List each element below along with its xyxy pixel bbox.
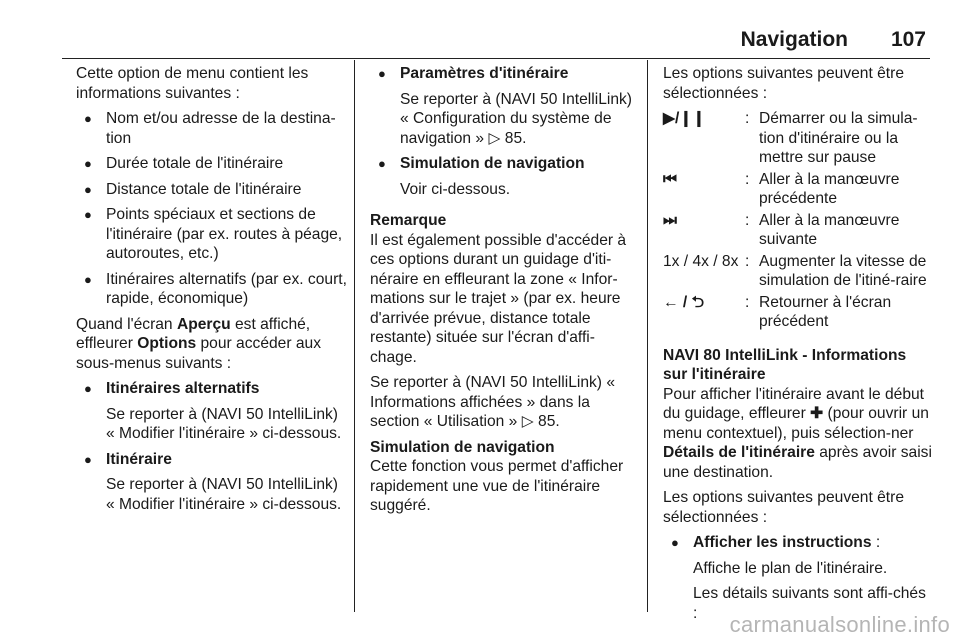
submenu-description: Affiche le plan de l'itinéraire. (693, 559, 888, 577)
submenu-description: Les détails suivants sont affi-chés : (693, 585, 926, 622)
submenu-title-simulation (370, 154, 636, 174)
page-number: 107 (890, 28, 926, 51)
remark-reference (370, 373, 636, 432)
submenu-description: Se reporter à (NAVI 50 IntelliLink) « Modifier l'itinéraire » ci-dessous. (106, 476, 342, 513)
submenu-description (400, 90, 636, 149)
control-row-previous (663, 170, 933, 209)
separator: : (745, 293, 750, 311)
submenu-title-itinerary (76, 450, 348, 470)
intro-text: Cette option de menu contient les informations suivantes : (76, 65, 309, 102)
apercu-text-pre: Quand l'écran (76, 315, 177, 333)
column-divider-right (647, 60, 648, 612)
separator: : (745, 110, 750, 127)
list-item: ● Itinéraires alternatifs (par ex. court, rapide, économique) (76, 270, 348, 309)
list-item: ● Durée totale de l'itinéraire (76, 154, 348, 174)
simulation-text: Cette fonction vous permet d'afficher rapidement une vue de l'itinéraire suggéré. (370, 458, 624, 514)
page-ref: 85. (504, 129, 527, 147)
list-item: ● Nom et/ou adresse de la destina-tion (76, 109, 348, 148)
submenu-title-text: Simulation de navigation (400, 155, 585, 172)
watermark: carmanualsonline.info (729, 612, 950, 637)
section-title-navi80: NAVI 80 IntelliLink - Informations sur l'itinéraire (663, 346, 907, 383)
colon: : (871, 534, 881, 551)
submenu-title-text: Itinéraires alternatifs (106, 380, 260, 397)
control-description: Démarrer ou la simula-tion d'itinéraire ou la mettre sur pause (759, 110, 918, 166)
skip-previous-icon: ⏮ (663, 170, 678, 188)
back-icon: ← / ⮌ (663, 293, 705, 311)
separator: : (745, 211, 750, 229)
section-text-post: après avoir saisi une destination. (663, 444, 932, 481)
submenu-title-route-params (370, 64, 636, 84)
submenu-title-text: Afficher les instructions (693, 534, 872, 551)
section-text-mid: (pour ouvrir un menu contextuel), puis sélection-ner (663, 405, 929, 442)
skip-next-icon: ⏭ (663, 211, 678, 229)
page-ref-icon: ▷ (521, 413, 534, 430)
submenu-description: Voir ci-dessous. (400, 180, 511, 198)
submenu-title-alternatives (76, 379, 348, 399)
submenu-description: Se reporter à (NAVI 50 IntelliLink) « Modifier l'itinéraire » ci-dessous. (106, 405, 342, 442)
plus-icon: ✚ (810, 405, 824, 422)
submenu-title-text: Paramètres d'itinéraire (400, 65, 569, 82)
remark-text: Il est également possible d'accéder à ces options durant un guidage d'iti-néraire en effleurant la zone « Infor-mations sur le trajet » (par ex. heure d'arrivée prévue, distance totale restante) située sur l'écran d'affi-chage. (370, 231, 627, 366)
options-intro: Les options suivantes peuvent être sélectionnées : (663, 65, 904, 102)
submenu-title-text: Itinéraire (106, 450, 172, 468)
control-description: Augmenter la vitesse de simulation de l'itiné-raire (759, 252, 927, 289)
control-row-next (663, 211, 933, 250)
options-label: Options (137, 335, 197, 352)
apercu-paragraph (76, 315, 348, 374)
control-description: Aller à la manœuvre suivante (759, 211, 900, 248)
page-ref: 85. (538, 413, 560, 430)
options-intro-2: Les options suivantes peuvent être sélectionnées : (663, 489, 904, 526)
page-ref-icon: ▷ (488, 129, 501, 147)
apercu-text-post: pour accéder aux sous-menus suivants : (76, 335, 321, 372)
column-2 (370, 64, 636, 522)
column-1 (76, 64, 348, 520)
control-description: Aller à la manœuvre précédente (759, 170, 900, 207)
section-text (663, 385, 933, 483)
control-description: Retourner à l'écran précédent (759, 293, 892, 330)
page-header (62, 24, 930, 59)
route-details-label: Détails de l'itinéraire (663, 444, 815, 461)
submenu-title-instructions (663, 533, 933, 553)
control-row-play-pause (663, 109, 933, 168)
separator: : (745, 252, 750, 270)
speed-label: 1x / 4x / 8x (663, 252, 739, 270)
list-item: ● Distance totale de l'itinéraire (76, 180, 348, 200)
column-3 (663, 64, 933, 629)
header-title: Navigation (740, 28, 848, 51)
description-text: Se reporter à (NAVI 50 IntelliLink) « Configuration du système de navigation » (400, 90, 632, 147)
reference-text: Se reporter à (NAVI 50 IntelliLink) « Informations affichées » dans la section « Utilisation » (370, 374, 615, 430)
separator: : (745, 170, 750, 188)
control-row-speed (663, 252, 933, 291)
section-text-pre: Pour afficher l'itinéraire avant le début du guidage, effleurer (663, 385, 925, 422)
control-row-back (663, 293, 933, 332)
section-title-simulation: Simulation de navigation (370, 438, 555, 456)
list-item: ● Points spéciaux et sections de l'itinéraire (par ex. routes à péage, autoroutes, etc.) (76, 205, 348, 264)
apercu-label: Aperçu (176, 315, 231, 333)
play-pause-icon: ▶/❙❙ (663, 110, 706, 127)
remark-title: Remarque (370, 212, 447, 229)
apercu-text-mid: est affiché, effleurer (76, 315, 311, 352)
column-divider-left (354, 60, 355, 612)
